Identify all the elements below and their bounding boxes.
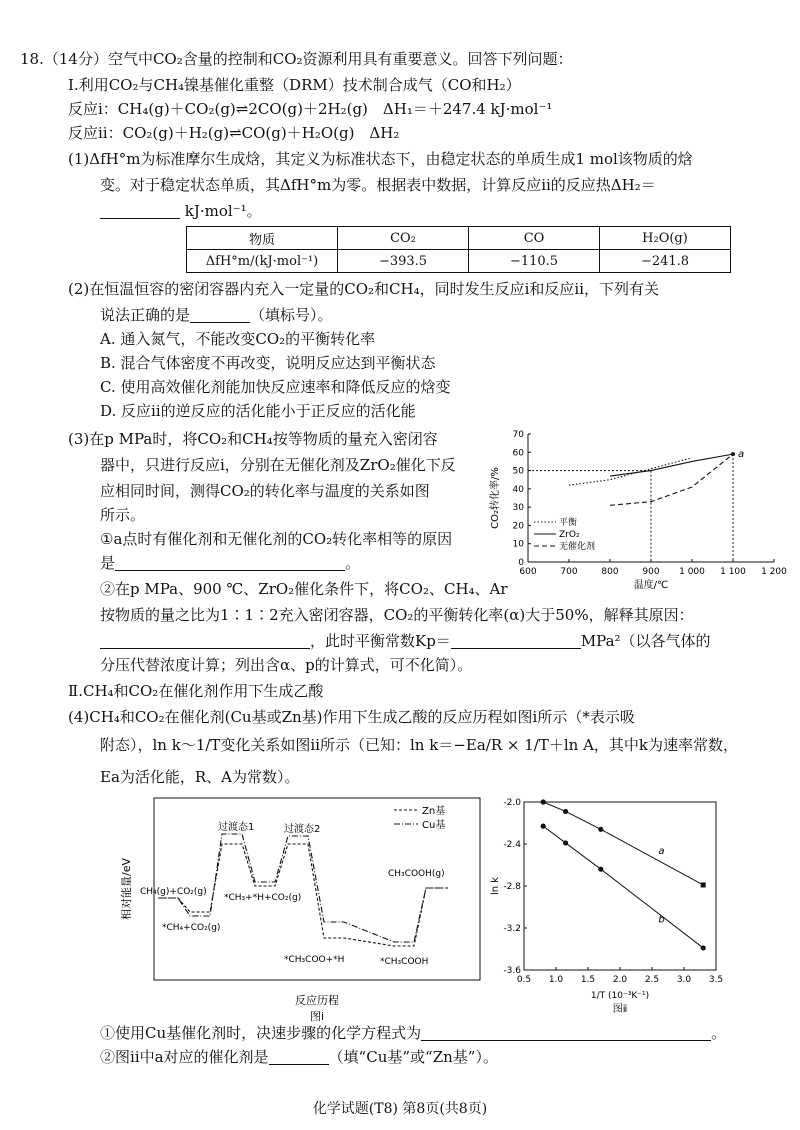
energy-profile-diagram [118,794,484,1026]
point-a-label: a [738,449,745,461]
q2-option-b: B. 混合气体密度不再改变，说明反应达到平衡状态 [100,354,436,372]
answer-blank[interactable] [190,306,250,323]
x-tick-label: 1 200 [761,567,787,577]
y-axis-label: CO₂转化率/% [490,467,501,529]
x-tick-label: 1.0 [548,975,564,985]
q3-line4: 所示。 [100,506,146,524]
reaction-1: 反应ⅰ：CH₄(g)＋CO₂(g)⇌2CO(g)＋2H₂(g) ΔH₁＝＋247.4 kJ·mol⁻¹ [68,100,553,118]
y-tick-label: -2.0 [503,798,521,808]
table-cell: −110.5 [469,250,600,273]
q1-unit: kJ·mol⁻¹。 [184,202,262,220]
chart-caption: 图ⅱ [612,1004,628,1015]
x-tick-label: 0.5 [516,975,532,985]
legend-zn-label: Zn基 [422,806,446,817]
state-4-label: *CH₃COOH [380,957,429,967]
answer-blank[interactable] [451,632,581,649]
plot-frame [524,802,716,970]
question-header: 18.（14分）空气中CO₂含量的控制和CO₂资源利用具有重要意义。回答下列问题： [20,50,573,68]
q2-line1: (2)在恒温恒容的密闭容器内充入一定量的CO₂和CH₄，同时发生反应ⅰ和反应ⅱ，下列有关 [68,280,660,298]
data-point [563,840,568,845]
table-cell: −393.5 [338,250,469,273]
x-tick-label: 700 [560,567,578,577]
data-point [701,945,706,950]
state-1-label: *CH₄+CO₂(g) [162,923,221,933]
table-cell: H₂O(g) [600,227,731,250]
part1-title: Ⅰ.利用CO₂与CH₄镍基催化重整（DRM）技术制合成气（CO和H₂） [68,76,521,94]
y-tick-label: 30 [512,503,524,514]
q1-line2: 变。对于稳定状态单质，其ΔfH°m为零。根据表中数据，计算反应ⅱ的反应热ΔH₂＝ [100,176,656,194]
x-tick-label: 900 [642,567,660,577]
y-tick-label: 10 [512,539,524,550]
q3-sub1-line1: ①a点时有催化剂和无催化剂的CO₂转化率相等的原因 [100,530,453,548]
state-3-label: *CH₃COO+*H [284,955,345,965]
q2-option-a: A. 通入氮气，不能改变CO₂的平衡转化率 [100,330,376,348]
answer-blank[interactable] [115,554,345,571]
table-cell: CO [469,227,600,250]
q3-sub2-line4: 分压代替浓度计算；列出含α、p的计算式，可不化简）。 [100,656,473,674]
answer-blank[interactable] [421,1024,711,1041]
data-point [541,824,546,829]
x-tick-label: 800 [601,567,619,577]
q1-line1: (1)ΔfH°m为标准摩尔生成焓，其定义为标准状态下，由稳定状态的单质生成1 mol该物质的焓 [68,150,693,168]
q3-sub1-line2: 是 。 [100,554,361,572]
x-tick-label: 2.5 [644,975,660,985]
q2-line2: 说法正确的是 （填标号）。 [100,306,333,324]
point-a [731,452,735,456]
answer-blank[interactable] [100,202,180,219]
state-0-label: CH₄(g)+CO₂(g) [140,887,207,897]
data-point [598,867,603,872]
reaction-2: 反应ⅱ：CO₂(g)＋H₂(g)⇌CO(g)＋H₂O(g) ΔH₂ [68,124,400,142]
q3-sub2-line2: 按物质的量之比为1∶1∶2充入密闭容器，CO₂的平衡转化率(α)大于50%，解释其原因： [100,606,694,624]
y-tick-label: -2.8 [503,882,521,892]
arrhenius-chart [488,790,728,1026]
q3-line2: 器中，只进行反应ⅰ，分别在无催化剂及ZrO₂催化下反 [100,456,456,474]
q4-sub1: ①使用Cu基催化剂时，决速步骤的化学方程式为 。 [100,1024,727,1042]
series-line [610,454,733,476]
y-axis-label: ln k [490,876,501,896]
table-cell: CO₂ [338,227,469,250]
q4-sub2: ②图ⅱ中a对应的催化剂是 （填“Cu基”或“Zn基”）。 [100,1048,498,1066]
q4-line3: Ea为活化能，R、A为常数）。 [100,768,300,786]
x-tick-label: 600 [519,567,537,577]
diagram-xlabel: 反应历程 [295,994,339,1007]
y-tick-label: 50 [512,466,524,477]
data-point [563,809,568,814]
answer-blank[interactable] [100,632,310,649]
series-label: a [658,845,665,857]
diagram-ylabel: 相对能量/eV [120,858,133,920]
ts2-label: 过渡态2 [284,824,321,835]
state-2-label: *CH₃+*H+CO₂(g) [224,893,302,903]
y-tick-label: 70 [512,430,524,440]
diagram-caption: 图ⅰ [309,1010,325,1023]
table-row [187,250,731,273]
part2-title: Ⅱ.CH₄和CO₂在催化剂作用下生成乙酸 [68,682,324,700]
x-tick-label: 2.0 [612,975,628,985]
table-row [187,227,731,250]
answer-blank[interactable] [269,1048,329,1065]
q1-line3 [100,200,262,222]
legend-label: ZrO₂ [559,530,580,540]
series-line [610,454,733,505]
y-tick-label: 40 [512,484,524,495]
conversion-chart [488,426,788,592]
q3-line3: 应相同时间，测得CO₂的转化率与温度的关系如图 [100,482,430,500]
x-axis-label: 温度/℃ [633,580,669,591]
q2-option-d: D. 反应ⅱ的逆反应的活化能小于正反应的活化能 [100,402,416,420]
q4-line2: 附态），ln k～1/T变化关系如图ⅱ所示（已知：ln k＝−Ea/R × 1/T＋ln A，其中k为速率常数， [100,736,738,754]
q2-option-c: C. 使用高效催化剂能加快反应速率和降低反应的焓变 [100,378,451,396]
legend-cu-label: Cu基 [422,820,446,831]
data-point [541,799,546,804]
x-tick-label: 1.5 [580,975,596,985]
table-cell: −241.8 [600,250,731,273]
y-tick-label: -2.4 [503,840,521,850]
y-tick-label: -3.6 [503,966,521,976]
y-tick-label: -3.2 [503,924,521,934]
data-point [598,827,603,832]
enthalpy-table [186,226,731,273]
x-tick-label: 3.5 [708,975,724,985]
x-tick-label: 1 100 [720,567,746,577]
data-point [701,882,706,887]
y-tick-label: 0 [518,558,524,568]
x-axis-label: 1/T (10⁻³K⁻¹) [590,991,650,1001]
series-label: b [658,914,665,926]
page-footer: 化学试题(T8) 第8页(共8页) [312,1101,488,1117]
x-tick-label: 3.0 [676,975,692,985]
legend-label: 无催化剂 [559,542,596,552]
y-tick-label: 20 [512,521,524,532]
state-5-label: CH₃COOH(g) [388,869,445,879]
y-tick-label: 60 [512,448,524,459]
legend-label: 平衡 [559,518,578,528]
q4-line1: (4)CH₄和CO₂在催化剂(Cu基或Zn基)作用下生成乙酸的反应历程如图ⅰ所示（*表示吸 [68,708,635,726]
q3-sub2-line1: ②在p MPa、900 ℃、ZrO₂催化条件下，将CO₂、CH₄、Ar [100,580,508,598]
ts1-label: 过渡态1 [218,822,255,833]
q3-line1: (3)在p MPa时，将CO₂和CH₄按等物质的量充入密闭容 [68,430,438,448]
series-line [569,458,692,485]
x-tick-label: 1 000 [679,567,705,577]
q3-sub2-line3: ，此时平衡常数Kp＝ MPa²（以各气体的 [100,630,711,652]
table-cell: ΔfH°m/(kJ·mol⁻¹) [187,250,338,273]
table-cell: 物质 [187,227,338,250]
